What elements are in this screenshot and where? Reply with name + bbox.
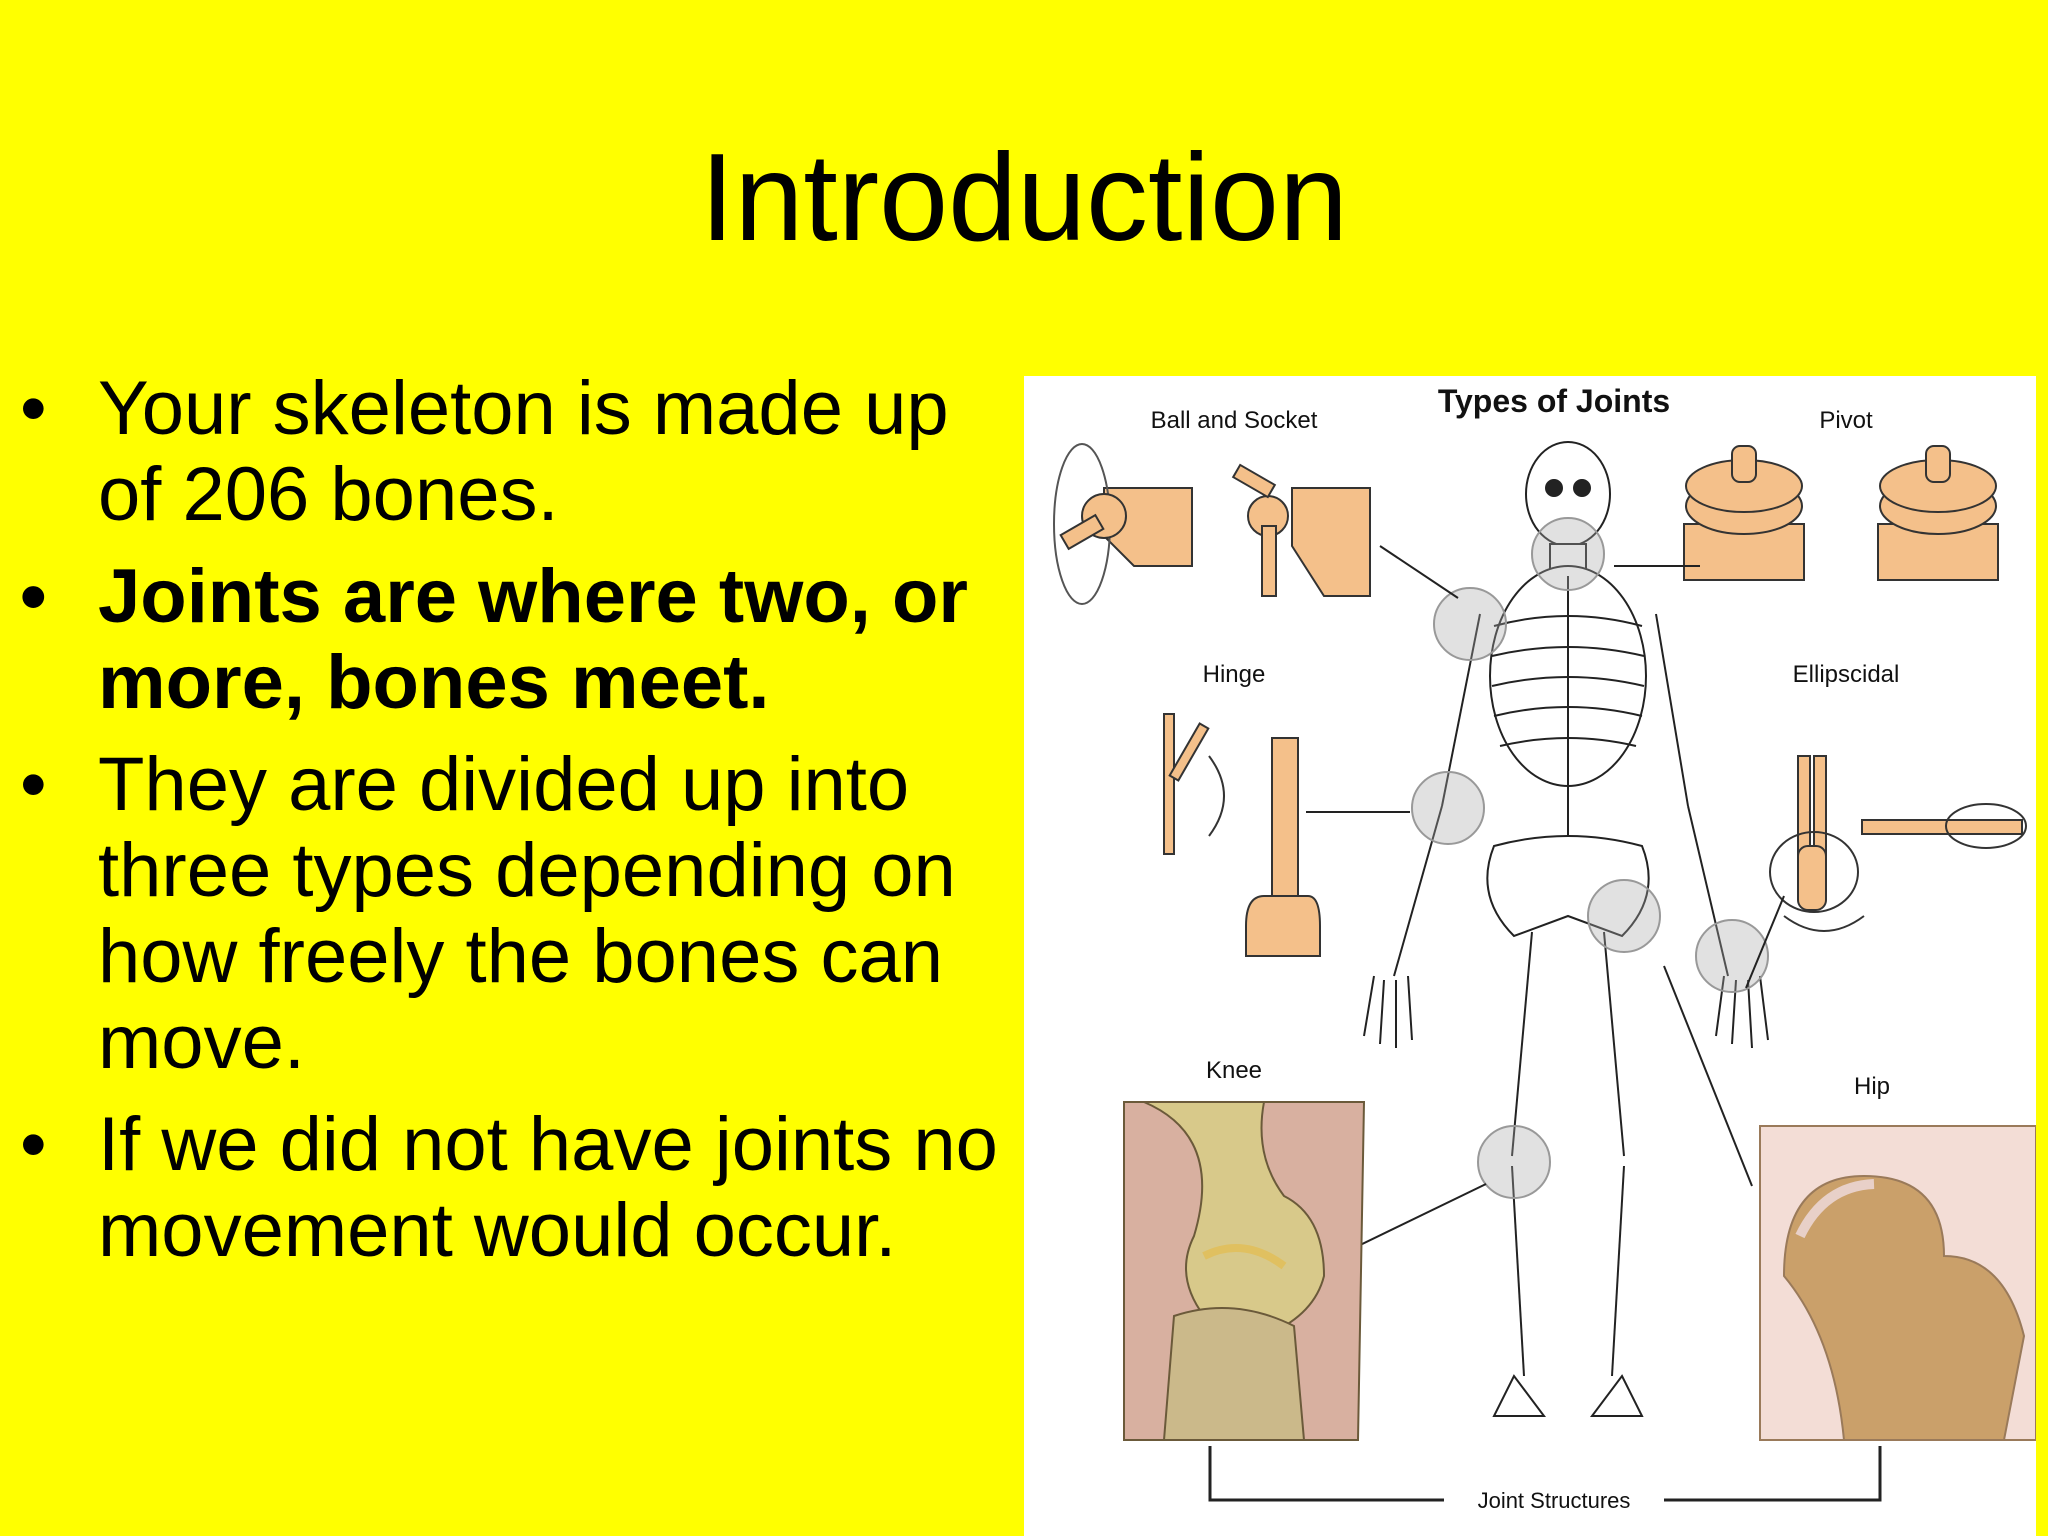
bullet-text: They are divided up into three types depending on how freely the bones can move. [98, 742, 956, 1085]
slide-title: Introduction [700, 129, 1348, 267]
joints-figure [1024, 376, 2036, 1536]
label-pivot: Pivot [1819, 407, 1873, 434]
hinge-joint-icon [1164, 714, 1404, 956]
hip-joint-illustration [1760, 1126, 2036, 1440]
label-knee: Knee [1205, 1057, 1263, 1084]
footer-label: Joint Structures [1477, 1488, 1631, 1513]
bullet-marker: • [20, 742, 47, 827]
figure-title: Types of Joints [1437, 383, 1671, 419]
bullet-marker: • [20, 554, 47, 639]
knee-joint-illustration [1124, 1102, 1364, 1440]
bullet-item [20, 554, 1020, 726]
bullet-text: If we did not have joints no movement would occur. [98, 1102, 998, 1273]
label-ball-and-socket: Ball and Socket [1150, 407, 1318, 434]
bullet-list [20, 366, 1020, 1290]
ellipsoidal-joint-icon [1770, 756, 2026, 931]
bullet-item [20, 742, 1020, 1086]
pivot-joint-icon [1684, 446, 1998, 580]
bullet-item [20, 1102, 1020, 1274]
ball-and-socket-joint-icon [1054, 444, 1370, 604]
bullet-marker: • [20, 1102, 47, 1187]
bullet-item [20, 366, 1020, 538]
bullet-text: Joints are where two, or more, bones meet. [98, 554, 968, 725]
label-ellipsoidal: Ellipscidal [1792, 661, 1900, 688]
bullet-text: Your skeleton is made up of 206 bones. [98, 366, 949, 537]
label-hinge: Hinge [1202, 661, 1266, 688]
joints-diagram [1024, 376, 2036, 1536]
label-hip: Hip [1853, 1073, 1891, 1100]
bullet-marker: • [20, 366, 47, 451]
